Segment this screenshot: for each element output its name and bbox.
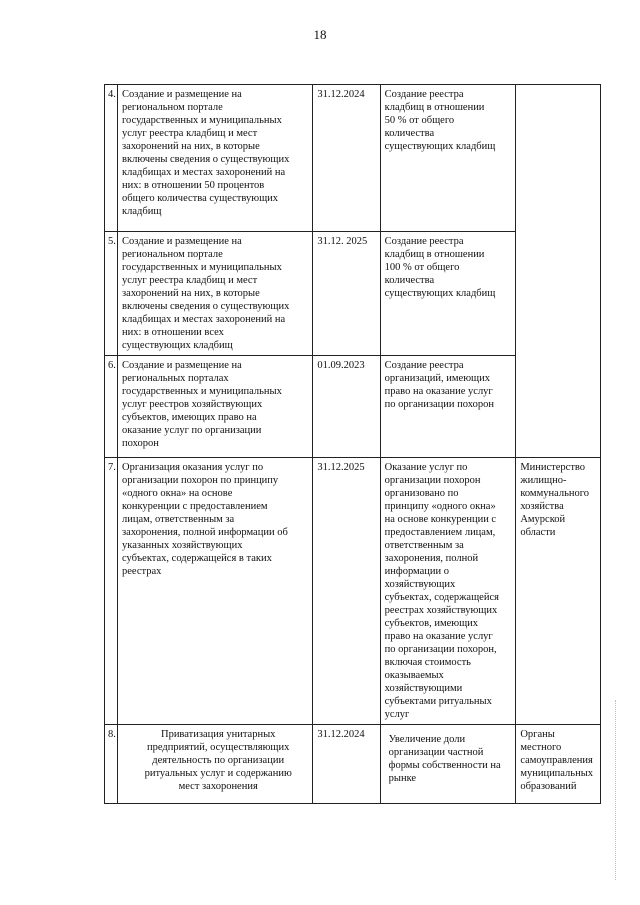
row-action: Создание и размещение на региональном портале государственных и муниципальных услуг реестра кладбищ и мест захоронений на них, в которые включены сведения о существующих кладбищах и местах захоронений на них: в отношении всех существующих кладбищ [118,232,313,356]
table-row [105,85,601,232]
row-action: Создание и размещение на региональном портале государственных и муниципальных услуг реестра кладбищ и мест захоронений на них, в которые включены сведения о существующих кладбищах и местах захоронений на них: в отношении 50 процентов общего количества существующих кладбищ [118,85,313,232]
scan-edge-marks [613,700,616,880]
row-result: Увеличение доли организации частной формы собственности на рынке [380,725,516,804]
row-result: Создание реестра кладбищ в отношении 50 % от общего количества существующих кладбищ [380,85,516,232]
row-number: 5. [105,232,118,356]
row-number: 7. [105,458,118,725]
row-deadline: 01.09.2023 [313,356,380,458]
row-deadline: 31.12.2024 [313,725,380,804]
measures-table [104,84,601,804]
row-responsible: Органы местного самоуправления муниципальных образований [516,725,601,804]
row-number: 4. [105,85,118,232]
row-deadline: 31.12. 2025 [313,232,380,356]
row-result: Оказание услуг по организации похорон организовано по принципу «одного окна» на основе конкуренции с предоставлением лицам, ответственным за захоронения, полной информации о хозяйствующих субъектах, содержащейся реестрах хозяйствующих субъектов, имеющих право на оказание услуг по организации похорон, включая стоимость оказываемых хозяйствующими субъектами ритуальных услуг [380,458,516,725]
row-result: Создание реестра кладбищ в отношении 100 % от общего количества существующих кладбищ [380,232,516,356]
row-deadline: 31.12.2024 [313,85,380,232]
table-row [105,458,601,725]
row-responsible [516,85,601,458]
row-responsible: Министерство жилищно- коммунального хозяйства Амурской области [516,458,601,725]
row-action: Организация оказания услуг по организации похорон по принципу «одного окна» на основе конкуренции с предоставлением лицам, ответственным за захоронения, полной информации об указанных хозяйствующих субъектах, содержащейся в таких реестрах [118,458,313,725]
row-number: 8. [105,725,118,804]
row-result: Создание реестра организаций, имеющих право на оказание услуг по организации похорон [380,356,516,458]
page-number: 18 [313,27,327,42]
row-deadline: 31.12.2025 [313,458,380,725]
row-number: 6. [105,356,118,458]
row-action: Создание и размещение на региональных порталах государственных и муниципальных услуг реестров хозяйствующих субъектов, имеющих право на оказание услуг по организации похорон [118,356,313,458]
row-action: Приватизация унитарных предприятий, осуществляющих деятельность по организации ритуальных услуг и содержанию мест захоронения [118,725,313,804]
table-row [105,725,601,804]
